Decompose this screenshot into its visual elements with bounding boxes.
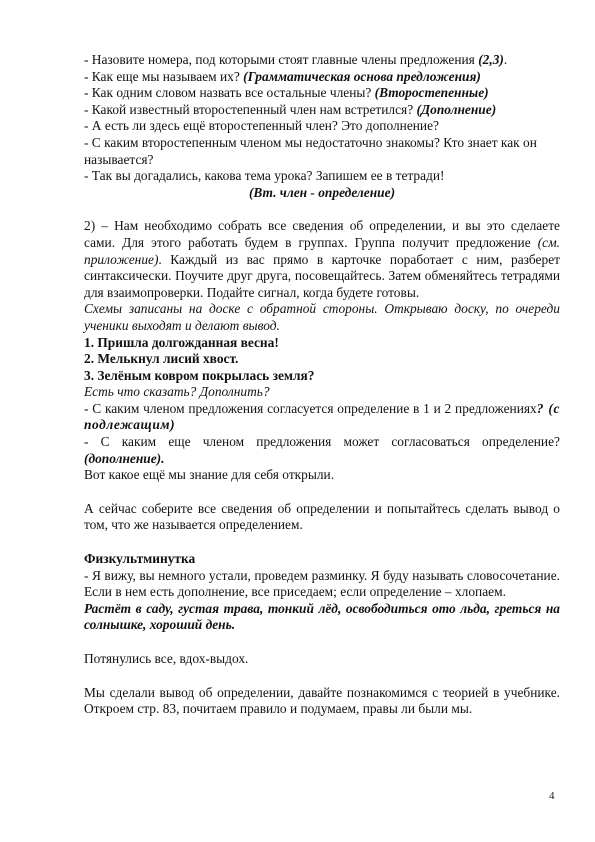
task-paragraph bbox=[84, 218, 560, 301]
line-tail: . bbox=[503, 52, 508, 67]
sentence-1: 1. Пришла долгожданная весна! bbox=[84, 334, 279, 350]
question-line-4 bbox=[84, 102, 560, 119]
answer-text: ? (с подлежащим) bbox=[84, 400, 560, 433]
document-page bbox=[84, 52, 560, 718]
line-text: - Как одним словом назвать все остальные члены? bbox=[84, 85, 375, 101]
topic-line: (Вт. член - определение) bbox=[248, 184, 396, 200]
sentence-3: 3. Зелёным ковром покрылась земля? bbox=[84, 367, 315, 383]
section-title: Физкультминутка bbox=[84, 551, 196, 567]
line-text: - С каким второстепенным членом мы недостаточно знакомы? Кто знает как он называется? bbox=[84, 134, 537, 167]
answer-text: (Грамматическая основа предложения) bbox=[243, 68, 481, 84]
final-paragraph: Мы сделали вывод об определении, давайте познакомимся с теорией в учебнике. Откроем стр. 83, почитаем правило и подумаем, правы ли были мы. bbox=[84, 684, 560, 717]
question-line-1 bbox=[84, 52, 560, 69]
conclusion-paragraph: А сейчас соберите все сведения об определении и попытайтесь сделать вывод о том, что же называется определением. bbox=[84, 500, 560, 533]
schemes-note: Схемы записаны на доске с обратной стороны. Открываю доску, по очереди ученики выходят и делают вывод. bbox=[84, 301, 560, 333]
line-text: - Так вы догадались, какова тема урока? Запишем ее в тетради! bbox=[84, 168, 445, 184]
stretch-line: Потянулись все, вдох-выдох. bbox=[84, 651, 249, 666]
line-text: - Какой известный второстепенный член нам встретился? bbox=[84, 101, 417, 117]
question-line-2 bbox=[84, 69, 560, 86]
line-text: - Назовите номера, под которыми стоят главные члены предложения bbox=[84, 52, 479, 67]
answer-text: (2,3) bbox=[478, 52, 504, 67]
question-text: - С каким еще членом предложения может согласоваться определение? bbox=[84, 434, 560, 450]
line-text: - А есть ли здесь ещё второстепенный член? Это дополнение? bbox=[84, 118, 439, 134]
physical-word-list: Растёт в саду, густая трава, тонкий лёд, освободиться ото льда, греться на солнышке, хороший день. bbox=[84, 600, 560, 633]
question-line-7 bbox=[84, 168, 560, 185]
sentence-2: 2. Мелькнул лисий хвост. bbox=[84, 351, 239, 367]
spacer bbox=[84, 201, 560, 218]
question-line-3 bbox=[84, 85, 560, 102]
task-text-end: . Каждый из вас прямо в карточке поработает с ним, разберет синтаксически. Поучите друг друга, посовещайтесь. Затем обменяйтесь тетрадями для взаимопроверки. Подайте сигнал, когда будете готовы. bbox=[84, 251, 560, 300]
question-line-5 bbox=[84, 118, 560, 135]
answer-text: (дополнение). bbox=[84, 450, 165, 466]
line-text: - Как еще мы называем их? bbox=[84, 68, 244, 84]
task-text: 2) – Нам необходимо собрать все сведения об определении, и вы это сделаете сами. Для этого работать будем в группах. Группа получит предложение bbox=[84, 218, 560, 250]
appendix-reference: (см. приложение) bbox=[84, 234, 560, 267]
answer-text: (Дополнение) bbox=[416, 101, 497, 117]
spacer bbox=[84, 634, 560, 651]
question-text: - С каким членом предложения согласуется определение в 1 и 2 предложениях bbox=[84, 400, 537, 416]
spacer bbox=[84, 534, 560, 551]
discovery-line: Вот какое ещё мы знание для себя открыли. bbox=[84, 467, 335, 483]
question-subject bbox=[84, 401, 560, 434]
physical-instructions: - Я вижу, вы немного устали, проведем разминку. Я буду называть словосочетание. Если в нем есть дополнение, все приседаем; если определение – хлопаем. bbox=[84, 567, 560, 600]
answer-text: (Второстепенные) bbox=[374, 85, 489, 101]
prompt-question: Есть что сказать? Дополнить? bbox=[84, 384, 270, 400]
question-object bbox=[84, 434, 560, 467]
spacer bbox=[84, 484, 560, 501]
spacer bbox=[84, 668, 560, 685]
page-number: 4 bbox=[549, 790, 555, 802]
question-line-6 bbox=[84, 135, 560, 168]
